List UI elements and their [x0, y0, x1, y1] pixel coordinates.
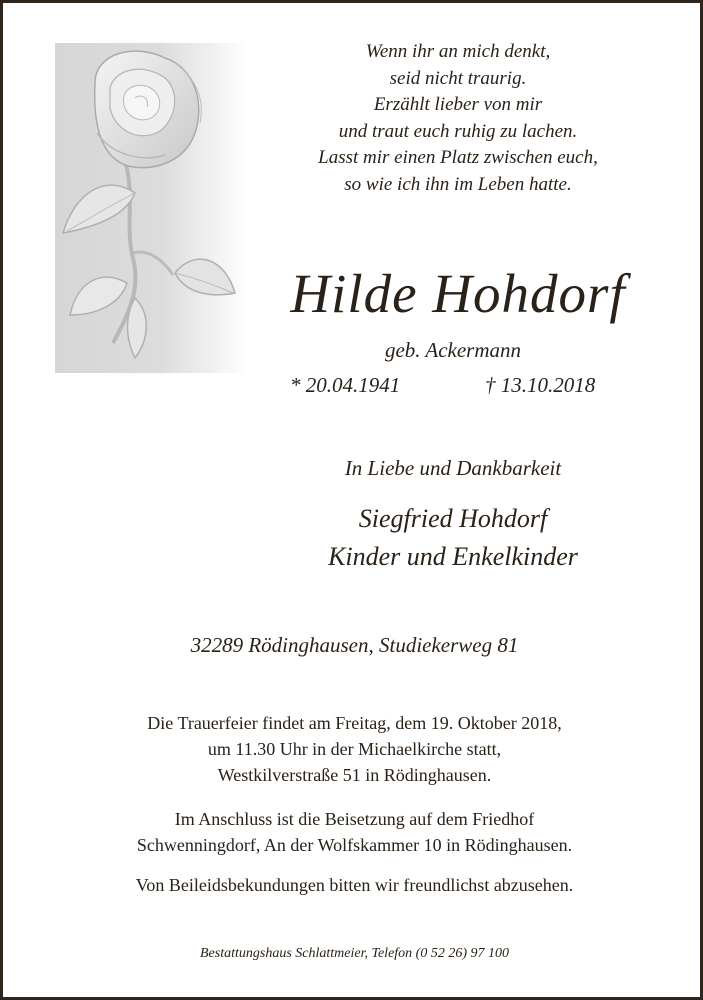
- poem-line: so wie ich ihn im Leben hatte.: [344, 173, 572, 195]
- deceased-name: Hilde Hohdorf: [290, 263, 626, 324]
- poem-line: seid nicht traurig.: [389, 67, 527, 89]
- burial-line: Im Anschluss ist die Beisetzung auf dem Friedhof: [174, 809, 535, 829]
- dedication: In Liebe und Dankbarkeit: [344, 456, 562, 480]
- mourners: [253, 500, 653, 576]
- poem-line: Wenn ihr an mich denkt,: [365, 41, 551, 62]
- poem-line: Erzählt lieber von mir: [373, 94, 543, 115]
- mourner-line: Kinder und Enkelkinder: [328, 542, 578, 571]
- poem: [273, 39, 643, 198]
- rose-icon: [55, 43, 247, 373]
- maiden-name: geb. Ackermann: [384, 338, 522, 362]
- poem-line: und traut euch ruhig zu lachen.: [338, 120, 578, 142]
- condolence-note: Von Beileidsbekundungen bitten wir freundlichst abzusehen.: [135, 875, 574, 895]
- burial-line: Schwenningdorf, An der Wolfskammer 10 in Rödinghausen.: [136, 835, 573, 855]
- burial-info: [3, 806, 703, 858]
- birth-date: * 20.04.1941: [290, 373, 401, 397]
- rose-illustration: [55, 43, 247, 373]
- undertaker-footer: Bestattungshaus Schlattmeier, Telefon (0 52 26) 97 100: [199, 946, 510, 961]
- poem-line: Lasst mir einen Platz zwischen euch,: [318, 147, 598, 168]
- service-info: [3, 710, 703, 788]
- service-line: um 11.30 Uhr in der Michaelkirche statt,: [207, 739, 502, 759]
- service-line: Die Trauerfeier findet am Freitag, dem 19. Oktober 2018,: [147, 713, 562, 733]
- death-date: † 13.10.2018: [485, 373, 596, 397]
- service-line: Westkilverstraße 51 in Rödinghausen.: [217, 765, 492, 785]
- mourner-line: Siegfried Hohdorf: [358, 504, 548, 533]
- address: 32289 Rödinghausen, Studiekerweg 81: [190, 633, 519, 657]
